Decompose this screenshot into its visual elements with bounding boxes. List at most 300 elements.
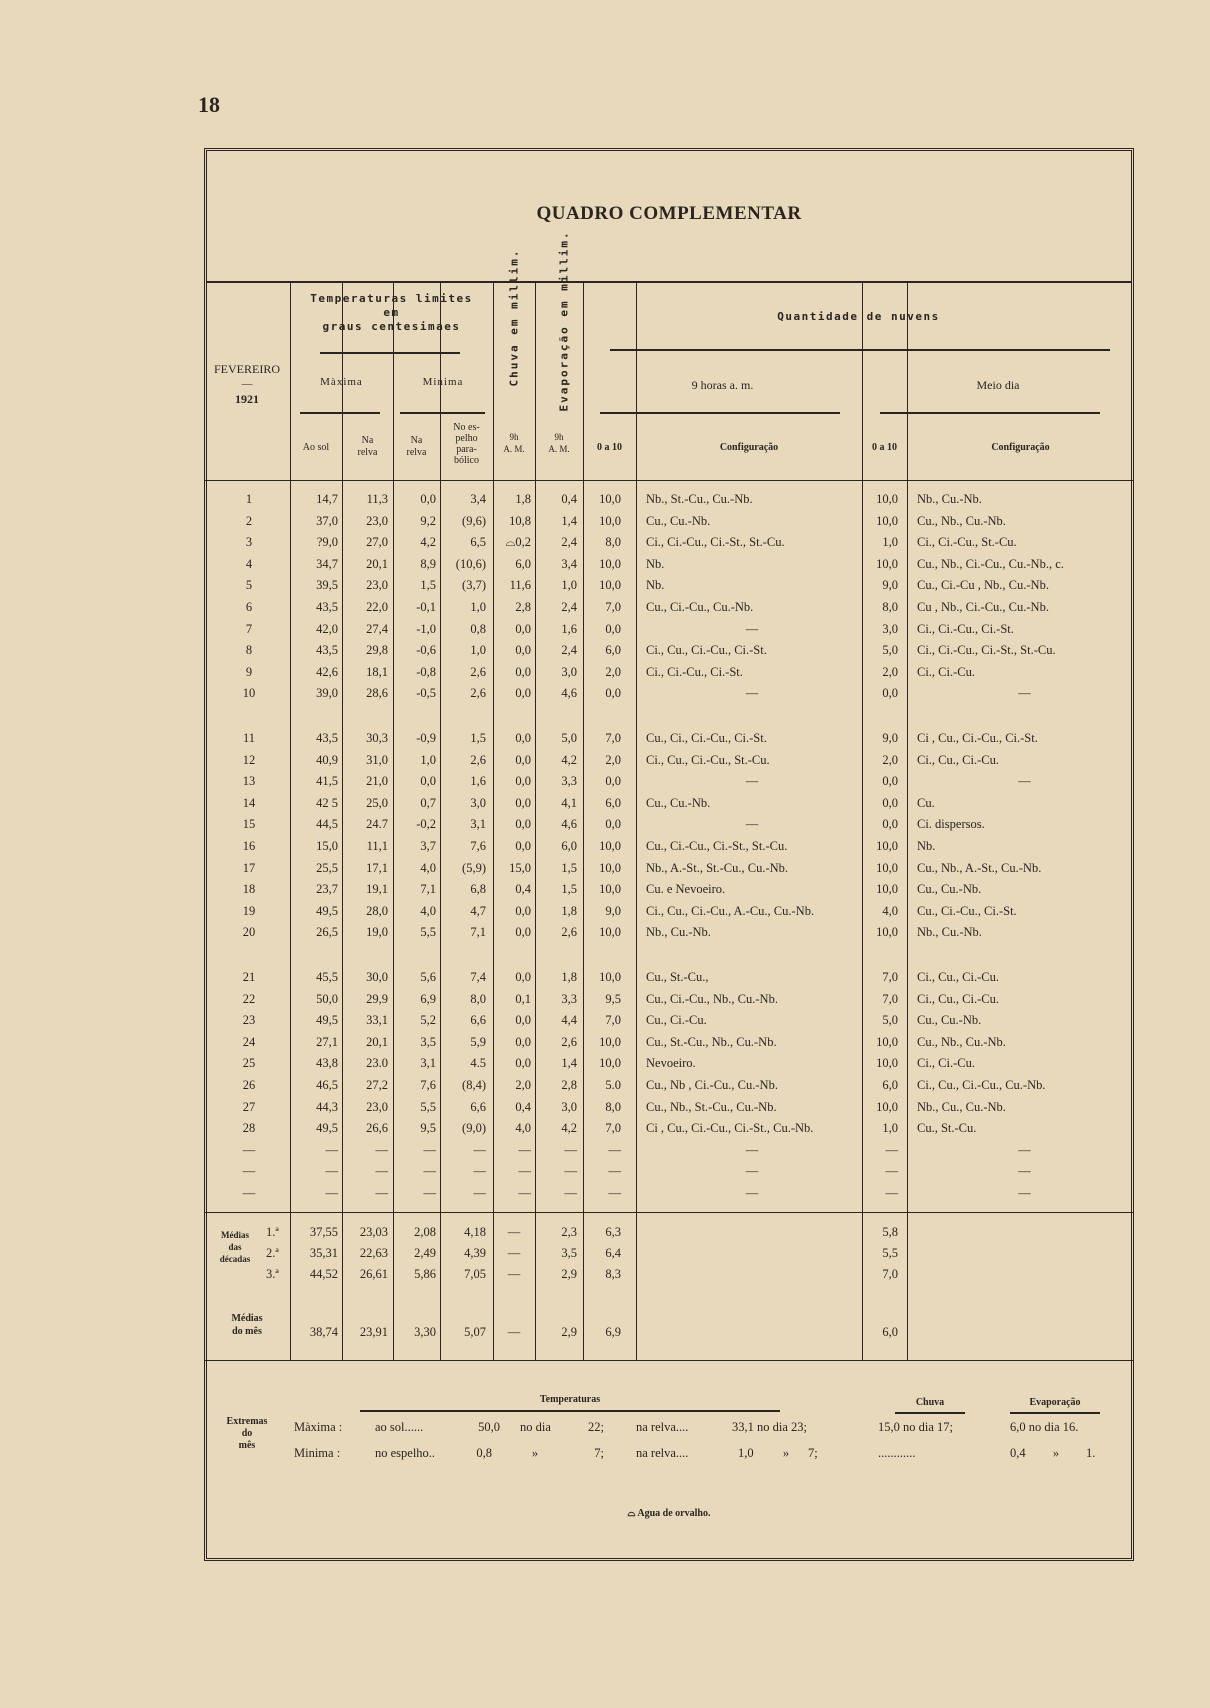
- nine-am-chuva: 9h: [509, 432, 519, 442]
- row-ao-sol: 34,7: [316, 556, 338, 571]
- row-chuva: 0,0: [515, 774, 531, 789]
- row-na-relva-max: 27,2: [366, 1078, 388, 1092]
- row-na-relva-min: -1,0: [416, 621, 436, 636]
- row-no-espelho: 1,5: [470, 731, 486, 745]
- row-evaporacao: 1,5: [561, 882, 577, 897]
- row-chuva: 0,4: [515, 1099, 531, 1114]
- decada-nuvens-md: 5,5: [882, 1246, 898, 1260]
- row-ao-sol: 14,7: [316, 492, 338, 506]
- row-na-relva-min: 4,0: [420, 903, 436, 918]
- row-nuvens-md: 9,0: [882, 731, 898, 745]
- decada-nuvens-9h: 6,3: [605, 1225, 621, 1239]
- row-config-9h: Cu., Ci.-Cu., Nb., Cu.-Nb.: [646, 991, 778, 1006]
- row-config-9h: Nb., St.-Cu., Cu.-Nb.: [646, 492, 753, 506]
- extremas-minima-evap-v: 1.: [1086, 1446, 1096, 1460]
- row-nuvens-md: 10,0: [876, 925, 898, 940]
- row-config-md: Cu., Ci.-Cu , Nb., Cu.-Nb.: [917, 578, 1049, 593]
- row-evaporacao: 0,4: [561, 492, 577, 506]
- medias-decadas-label: das: [228, 1242, 242, 1252]
- row-config-md: Ci., Ci.-Cu., Ci.-St.: [917, 621, 1014, 636]
- extremas-label: mês: [238, 1440, 256, 1451]
- row-na-relva-max: 27,0: [366, 535, 388, 550]
- extremas-maxima-evap: 6,0 no dia 16.: [1010, 1420, 1079, 1434]
- row-no-espelho: (10,6): [455, 556, 486, 571]
- row-chuva: 0,0: [515, 817, 531, 832]
- row-day: 16: [242, 839, 256, 853]
- row-no-espelho: —: [473, 1164, 486, 1179]
- row-na-relva-min: -0,9: [416, 731, 436, 745]
- row-chuva: 0,0: [515, 621, 531, 636]
- row-no-espelho: 1,0: [470, 600, 486, 614]
- row-config-9h: —: [745, 817, 759, 832]
- row-na-relva-max: 28,0: [366, 903, 388, 918]
- row-chuva: 0,0: [515, 1034, 531, 1049]
- row-config-md: Nb.: [917, 839, 936, 853]
- mes-chuva: —: [507, 1325, 521, 1339]
- row-na-relva-max: 19,0: [366, 925, 388, 940]
- row-chuva: 0,0: [515, 925, 531, 940]
- decada-nuvens-9h: 8,3: [605, 1267, 621, 1281]
- row-config-9h: Ci., Cu., Ci.-Cu., A.-Cu., Cu.-Nb.: [646, 903, 815, 918]
- row-na-relva-max: 26,6: [366, 1121, 388, 1136]
- row-day: 23: [242, 1013, 256, 1028]
- row-config-9h: Cu., Ci.-Cu., Ci.-St., St.-Cu.: [646, 839, 788, 853]
- row-na-relva-max: 23,0: [366, 1099, 388, 1114]
- row-ao-sol: —: [325, 1186, 338, 1200]
- row-nuvens-9h: 2,0: [605, 752, 621, 767]
- row-na-relva-max: 25,0: [366, 795, 388, 810]
- evaporacao-label: Evaporação: [1029, 1397, 1081, 1408]
- temp-group-header: em: [383, 306, 400, 319]
- row-evaporacao: 4,2: [561, 752, 577, 767]
- row-nuvens-9h: 0,0: [605, 774, 621, 789]
- row-config-md: Nb., Cu., Cu.-Nb.: [917, 1099, 1006, 1114]
- row-day: —: [242, 1164, 256, 1179]
- row-na-relva-min: 6,9: [420, 991, 436, 1006]
- row-evaporacao: 2,4: [561, 643, 577, 658]
- nove-horas-header: 9 horas a. m.: [691, 378, 754, 392]
- row-nuvens-9h: 7,0: [605, 1121, 621, 1136]
- row-na-relva-max: 29,8: [366, 643, 388, 658]
- row-config-md: Cu., Cu.-Nb.: [917, 1013, 982, 1028]
- year-label: 1921: [235, 392, 259, 406]
- row-day: 18: [242, 882, 256, 897]
- row-nuvens-md: 2,0: [882, 664, 898, 679]
- row-nuvens-9h: 10,0: [599, 556, 621, 571]
- extremas-maxima-value: 50,0: [478, 1420, 500, 1434]
- row-day: 24: [242, 1034, 256, 1049]
- row-ao-sol: 45,5: [316, 970, 338, 984]
- row-day: 2: [245, 513, 253, 528]
- decada-na-relva-max: 23,03: [359, 1225, 388, 1239]
- row-ao-sol: 43,5: [316, 643, 338, 658]
- row-no-espelho: (3,7): [462, 578, 486, 593]
- row-evaporacao: 3,3: [561, 774, 577, 789]
- row-config-9h: Nb.: [646, 578, 665, 593]
- mes-nuvens-md: 6,0: [882, 1325, 898, 1339]
- row-config-md: Ci., Ci.-Cu., St.-Cu.: [917, 535, 1017, 550]
- decada-no-espelho: 7,05: [464, 1267, 486, 1281]
- row-nuvens-md: 2,0: [882, 752, 898, 767]
- row-chuva: 0,1: [515, 991, 531, 1006]
- row-na-relva-max: 18,1: [366, 664, 388, 679]
- row-config-9h: Ci., Cu., Ci.-Cu., Ci.-St.: [646, 643, 767, 658]
- row-na-relva-min: 8,9: [420, 556, 436, 571]
- row-day: 22: [242, 991, 256, 1006]
- row-config-9h: Nb.: [646, 556, 665, 571]
- decada-evaporacao: 2,9: [561, 1267, 577, 1281]
- decada-evaporacao: 3,5: [561, 1246, 577, 1260]
- row-no-espelho: 7,4: [470, 970, 486, 984]
- row-nuvens-md: 10,0: [876, 1099, 898, 1114]
- row-chuva: —: [518, 1186, 531, 1200]
- decada-no-espelho: 4,18: [464, 1225, 486, 1239]
- row-config-md: Ci., Ci.-Cu.: [917, 664, 975, 679]
- row-nuvens-9h: 5.0: [605, 1078, 621, 1092]
- footnote: ⌓ Agua de orvalho.: [627, 1508, 711, 1519]
- decada-evaporacao: 2,3: [561, 1225, 577, 1239]
- row-na-relva-max: 30,0: [366, 970, 388, 984]
- row-chuva: 2,8: [515, 600, 531, 614]
- row-no-espelho: 5,9: [470, 1034, 486, 1049]
- row-nuvens-md: 0,0: [882, 817, 898, 832]
- row-no-espelho: 3,1: [470, 817, 486, 832]
- row-config-md: Cu., Nb., A.-St., Cu.-Nb.: [917, 860, 1042, 875]
- row-config-9h: Cu., St.-Cu.,: [646, 970, 709, 984]
- header-bar: [300, 412, 380, 414]
- row-config-md: Ci., Cu., Ci.-Cu.: [917, 752, 999, 767]
- row-na-relva-min: 9,5: [420, 1121, 436, 1136]
- row-day: —: [242, 1142, 256, 1157]
- decada-label: 1.ª: [266, 1225, 279, 1239]
- row-na-relva-max: 23,0: [366, 513, 388, 528]
- decada-nuvens-9h: 6,4: [605, 1246, 621, 1260]
- row-day: 26: [242, 1078, 256, 1092]
- extremas-maxima-nodia: no dia: [520, 1420, 551, 1434]
- row-nuvens-9h: 0,0: [605, 686, 621, 701]
- configuracao-header-9h: Configuração: [719, 442, 779, 453]
- row-evaporacao: —: [564, 1186, 577, 1200]
- row-no-espelho: 7,1: [470, 925, 486, 940]
- row-nuvens-md: 8,0: [882, 600, 898, 614]
- row-config-md: Ci. dispersos.: [917, 817, 985, 832]
- row-na-relva-max: 28,6: [366, 686, 388, 701]
- decada-nuvens-md: 5,8: [882, 1225, 898, 1239]
- decada-na-relva-max: 22,63: [359, 1246, 388, 1260]
- row-nuvens-9h: 10,0: [599, 882, 621, 897]
- row-na-relva-max: —: [375, 1142, 388, 1157]
- row-day: 20: [242, 925, 256, 940]
- row-day: 15: [242, 817, 256, 832]
- row-no-espelho: 7,6: [470, 839, 486, 853]
- row-nuvens-9h: 10,0: [599, 513, 621, 528]
- extremas-minima-dia2: »: [782, 1446, 790, 1460]
- row-config-9h: Ci , Cu., Ci.-Cu., Ci.-St., Cu.-Nb.: [646, 1121, 814, 1136]
- row-ao-sol: 39,5: [316, 578, 338, 593]
- row-no-espelho: (9,6): [462, 513, 486, 528]
- row-na-relva-max: 21,0: [366, 774, 388, 789]
- extremas-minima-chuva: ............: [878, 1446, 916, 1460]
- row-config-9h: Cu., Cu.-Nb.: [646, 513, 711, 528]
- row-no-espelho: 4.5: [470, 1056, 486, 1071]
- row-evaporacao: 1,8: [561, 903, 577, 918]
- row-na-relva-min: 1,0: [420, 752, 436, 767]
- header-bottom-rule: [204, 480, 1134, 481]
- row-chuva: 0,0: [515, 1056, 531, 1071]
- row-day: 10: [242, 686, 256, 701]
- row-na-relva-max: 33,1: [366, 1013, 388, 1028]
- mes-na-relva-min: 3,30: [414, 1325, 436, 1339]
- row-nuvens-9h: 10,0: [599, 925, 621, 940]
- row-config-9h: Ci., Ci.-Cu., Ci.-St.: [646, 664, 743, 679]
- extremas-minima-evap: 0,4: [1010, 1446, 1026, 1460]
- row-ao-sol: 39,0: [316, 686, 338, 701]
- decada-chuva: —: [507, 1225, 521, 1239]
- extremas-maxima-where: ao sol......: [375, 1420, 424, 1434]
- na-relva-max-header: relva: [357, 447, 378, 458]
- row-nuvens-md: 10,0: [876, 860, 898, 875]
- maxima-header: Màxima: [320, 376, 363, 388]
- decada-nuvens-md: 7,0: [882, 1267, 898, 1281]
- row-evaporacao: 1,0: [561, 578, 577, 593]
- row-na-relva-min: 5,5: [420, 925, 436, 940]
- extremas-minima-value2: 1,0: [738, 1446, 754, 1460]
- row-config-md: Ci., Cu., Ci.-Cu.: [917, 991, 999, 1006]
- row-nuvens-9h: —: [608, 1186, 621, 1200]
- decada-na-relva-min: 2,08: [414, 1225, 436, 1239]
- row-day: —: [242, 1186, 256, 1200]
- header-bar: [400, 412, 485, 414]
- row-nuvens-9h: 6,0: [605, 795, 621, 810]
- header-bar: [600, 412, 840, 414]
- row-nuvens-9h: 9,0: [605, 903, 621, 918]
- row-na-relva-min: 5,6: [420, 970, 436, 984]
- row-no-espelho: (9,0): [462, 1121, 486, 1136]
- extremas-maxima-label: Màxima :: [294, 1420, 343, 1434]
- extremas-separator: [204, 1360, 1134, 1361]
- row-nuvens-md: 9,0: [882, 578, 898, 593]
- row-nuvens-9h: 7,0: [605, 600, 621, 614]
- row-na-relva-max: 29,9: [366, 991, 388, 1006]
- row-na-relva-min: 7,1: [420, 882, 436, 897]
- row-nuvens-md: 7,0: [882, 970, 898, 984]
- extremas-minima-where2: na relva....: [636, 1446, 689, 1460]
- row-no-espelho: 6,8: [470, 882, 486, 897]
- row-evaporacao: 3,4: [561, 556, 577, 571]
- row-evaporacao: 1,8: [561, 970, 577, 984]
- row-config-9h: Cu., Cu.-Nb.: [646, 795, 711, 810]
- nine-am-chuva: A. M.: [503, 444, 525, 454]
- extremas-label: Extremas: [226, 1416, 268, 1427]
- extremas-maxima-dia: 22;: [588, 1420, 604, 1434]
- minima-header: Minima: [422, 376, 464, 388]
- configuracao-header-md: Configuração: [991, 442, 1050, 453]
- row-na-relva-min: 3,7: [420, 839, 436, 853]
- row-na-relva-min: 1,5: [420, 578, 436, 593]
- row-nuvens-9h: —: [608, 1164, 621, 1179]
- row-no-espelho: 8,0: [470, 991, 486, 1006]
- row-na-relva-max: 20,1: [366, 556, 388, 571]
- row-chuva: 15,0: [509, 860, 531, 875]
- row-nuvens-9h: 8,0: [605, 535, 621, 550]
- row-na-relva-max: 19,1: [366, 882, 388, 897]
- extremas-minima-label: Minima :: [294, 1446, 341, 1460]
- row-nuvens-md: 10,0: [876, 1056, 898, 1071]
- row-config-md: —: [1018, 1142, 1031, 1157]
- row-nuvens-md: 10,0: [876, 1034, 898, 1049]
- row-config-md: Ci., Ci.-Cu.: [917, 1056, 975, 1071]
- title-band: [207, 151, 1131, 283]
- row-config-9h: Nevoeiro.: [646, 1056, 696, 1071]
- row-day: 9: [245, 664, 253, 679]
- row-nuvens-md: 0,0: [882, 774, 898, 789]
- row-config-md: —: [1018, 1186, 1031, 1200]
- row-config-9h: Cu., Ci., Ci.-Cu., Ci.-St.: [646, 731, 767, 745]
- row-evaporacao: 3,3: [561, 991, 577, 1006]
- row-na-relva-max: —: [375, 1164, 388, 1179]
- row-nuvens-md: —: [885, 1164, 898, 1179]
- row-config-md: —: [1018, 686, 1031, 701]
- row-config-md: Ci., Cu., Ci.-Cu.: [917, 970, 999, 984]
- row-config-9h: Cu., Ci.-Cu.: [646, 1013, 707, 1028]
- row-ao-sol: ?9,0: [316, 535, 338, 550]
- row-nuvens-md: 10,0: [876, 492, 898, 506]
- extremas-maxima-value2: 33,1 no dia 23;: [732, 1420, 807, 1434]
- no-espelho-header: para-: [456, 444, 477, 455]
- row-na-relva-max: 30,3: [366, 731, 388, 745]
- row-ao-sol: 46,5: [316, 1078, 338, 1092]
- decada-chuva: —: [507, 1267, 521, 1281]
- row-config-9h: —: [745, 1164, 759, 1179]
- extremas-minima-dia: 7;: [594, 1446, 604, 1460]
- zero-a-dez-header-md: 0 a 10: [872, 442, 897, 453]
- row-no-espelho: —: [473, 1142, 486, 1157]
- mes-na-relva-max: 23,91: [359, 1325, 388, 1339]
- row-no-espelho: 1,0: [470, 643, 486, 658]
- row-evaporacao: 4,2: [561, 1121, 577, 1136]
- row-evaporacao: 4,4: [561, 1013, 577, 1028]
- row-ao-sol: 15,0: [316, 839, 338, 853]
- row-config-md: Cu., Nb., Cu.-Nb.: [917, 513, 1006, 528]
- row-config-md: —: [1018, 1164, 1031, 1179]
- row-evaporacao: 1,4: [561, 1056, 577, 1071]
- row-ao-sol: 41,5: [316, 774, 338, 789]
- row-na-relva-min: 5,2: [420, 1013, 436, 1028]
- row-day: 11: [242, 731, 256, 745]
- row-day: 1: [245, 492, 253, 506]
- extremas-minima-dia2v: 7;: [808, 1446, 818, 1460]
- row-na-relva-min: —: [423, 1164, 436, 1179]
- row-ao-sol: —: [325, 1164, 338, 1179]
- row-config-md: —: [1018, 774, 1031, 789]
- header-bar: [320, 352, 460, 354]
- row-na-relva-min: 0,0: [420, 774, 436, 789]
- row-ao-sol: 37,0: [316, 513, 338, 528]
- row-nuvens-9h: 0,0: [605, 817, 621, 832]
- row-chuva: 1,8: [515, 492, 531, 506]
- nine-am-evap: A. M.: [548, 444, 570, 454]
- row-evaporacao: 2,4: [561, 600, 577, 614]
- row-config-9h: Ci., Cu., Ci.-Cu., St.-Cu.: [646, 752, 770, 767]
- row-na-relva-max: 23.0: [366, 1056, 388, 1071]
- row-na-relva-min: 7,6: [420, 1078, 436, 1092]
- row-nuvens-9h: 10,0: [599, 1034, 621, 1049]
- row-evaporacao: 2,6: [561, 925, 577, 940]
- row-nuvens-9h: 10,0: [599, 578, 621, 593]
- row-day: 3: [245, 535, 253, 550]
- row-day: 14: [242, 795, 256, 810]
- row-config-md: Nb., Cu.-Nb.: [917, 492, 982, 506]
- row-config-md: Ci., Cu., Ci.-Cu., Cu.-Nb.: [917, 1078, 1046, 1092]
- row-nuvens-9h: 10,0: [599, 839, 621, 853]
- row-no-espelho: 4,7: [470, 903, 486, 918]
- no-espelho-header: No es-: [453, 422, 480, 433]
- nuvens-header: Quantidade de nuvens: [777, 310, 940, 323]
- row-day: 19: [242, 903, 256, 918]
- extremas-minima-where: no espelho..: [375, 1446, 436, 1460]
- extremas-maxima-chuva: 15,0 no dia 17;: [878, 1420, 953, 1434]
- month-label: FEVEREIRO: [214, 362, 280, 376]
- row-nuvens-9h: 8,0: [605, 1099, 621, 1114]
- decada-ao-sol: 44,52: [309, 1267, 338, 1281]
- extremas-minima-nodia: »: [531, 1446, 539, 1460]
- row-na-relva-min: -0,1: [416, 600, 436, 614]
- row-nuvens-9h: 10,0: [599, 1056, 621, 1071]
- row-chuva: 2,0: [515, 1078, 531, 1092]
- row-config-md: Ci., Ci.-Cu., Ci.-St., St.-Cu.: [917, 643, 1056, 658]
- row-ao-sol: —: [325, 1142, 338, 1157]
- na-relva-min-header: Na: [410, 435, 423, 446]
- row-na-relva-min: -0,6: [416, 643, 436, 658]
- row-day: 7: [245, 621, 253, 636]
- row-nuvens-md: 10,0: [876, 882, 898, 897]
- row-no-espelho: 3,4: [470, 492, 486, 506]
- row-day: 4: [245, 556, 253, 571]
- row-chuva: 6,0: [515, 556, 531, 571]
- row-ao-sol: 44,5: [316, 817, 338, 832]
- row-evaporacao: 4,6: [561, 686, 577, 701]
- decada-ao-sol: 35,31: [309, 1246, 338, 1260]
- row-no-espelho: 6,6: [470, 1099, 486, 1114]
- row-chuva: 0,0: [515, 970, 531, 984]
- row-nuvens-md: 5,0: [882, 643, 898, 658]
- row-na-relva-min: -0,2: [416, 817, 436, 832]
- row-na-relva-min: 9,2: [420, 513, 436, 528]
- row-na-relva-max: 31,0: [366, 752, 388, 767]
- row-nuvens-9h: 10,0: [599, 492, 621, 506]
- temperaturas-label: Temperaturas: [539, 1394, 601, 1405]
- extremas-minima-evap-d: »: [1052, 1446, 1060, 1460]
- medias-mes-label: do mês: [232, 1326, 262, 1337]
- row-config-md: Cu., St.-Cu.: [917, 1121, 977, 1136]
- extremas-minima-value: 0,8: [476, 1446, 492, 1460]
- row-day: 28: [242, 1121, 256, 1136]
- row-nuvens-md: —: [885, 1186, 898, 1200]
- no-espelho-header: bólico: [454, 455, 479, 466]
- row-nuvens-md: 6,0: [882, 1078, 898, 1092]
- nine-am-evap: 9h: [554, 432, 564, 442]
- row-no-espelho: 6,5: [470, 535, 486, 550]
- row-chuva: —: [518, 1164, 531, 1179]
- row-config-md: Cu., Ci.-Cu., Ci.-St.: [917, 903, 1017, 918]
- row-day: 13: [242, 774, 256, 789]
- row-nuvens-9h: 10,0: [599, 970, 621, 984]
- row-ao-sol: 40,9: [316, 752, 338, 767]
- table-frame: [204, 148, 1134, 1561]
- row-ao-sol: 26,5: [316, 925, 338, 940]
- row-chuva: 0,4: [515, 882, 531, 897]
- row-ao-sol: 43,8: [316, 1056, 338, 1071]
